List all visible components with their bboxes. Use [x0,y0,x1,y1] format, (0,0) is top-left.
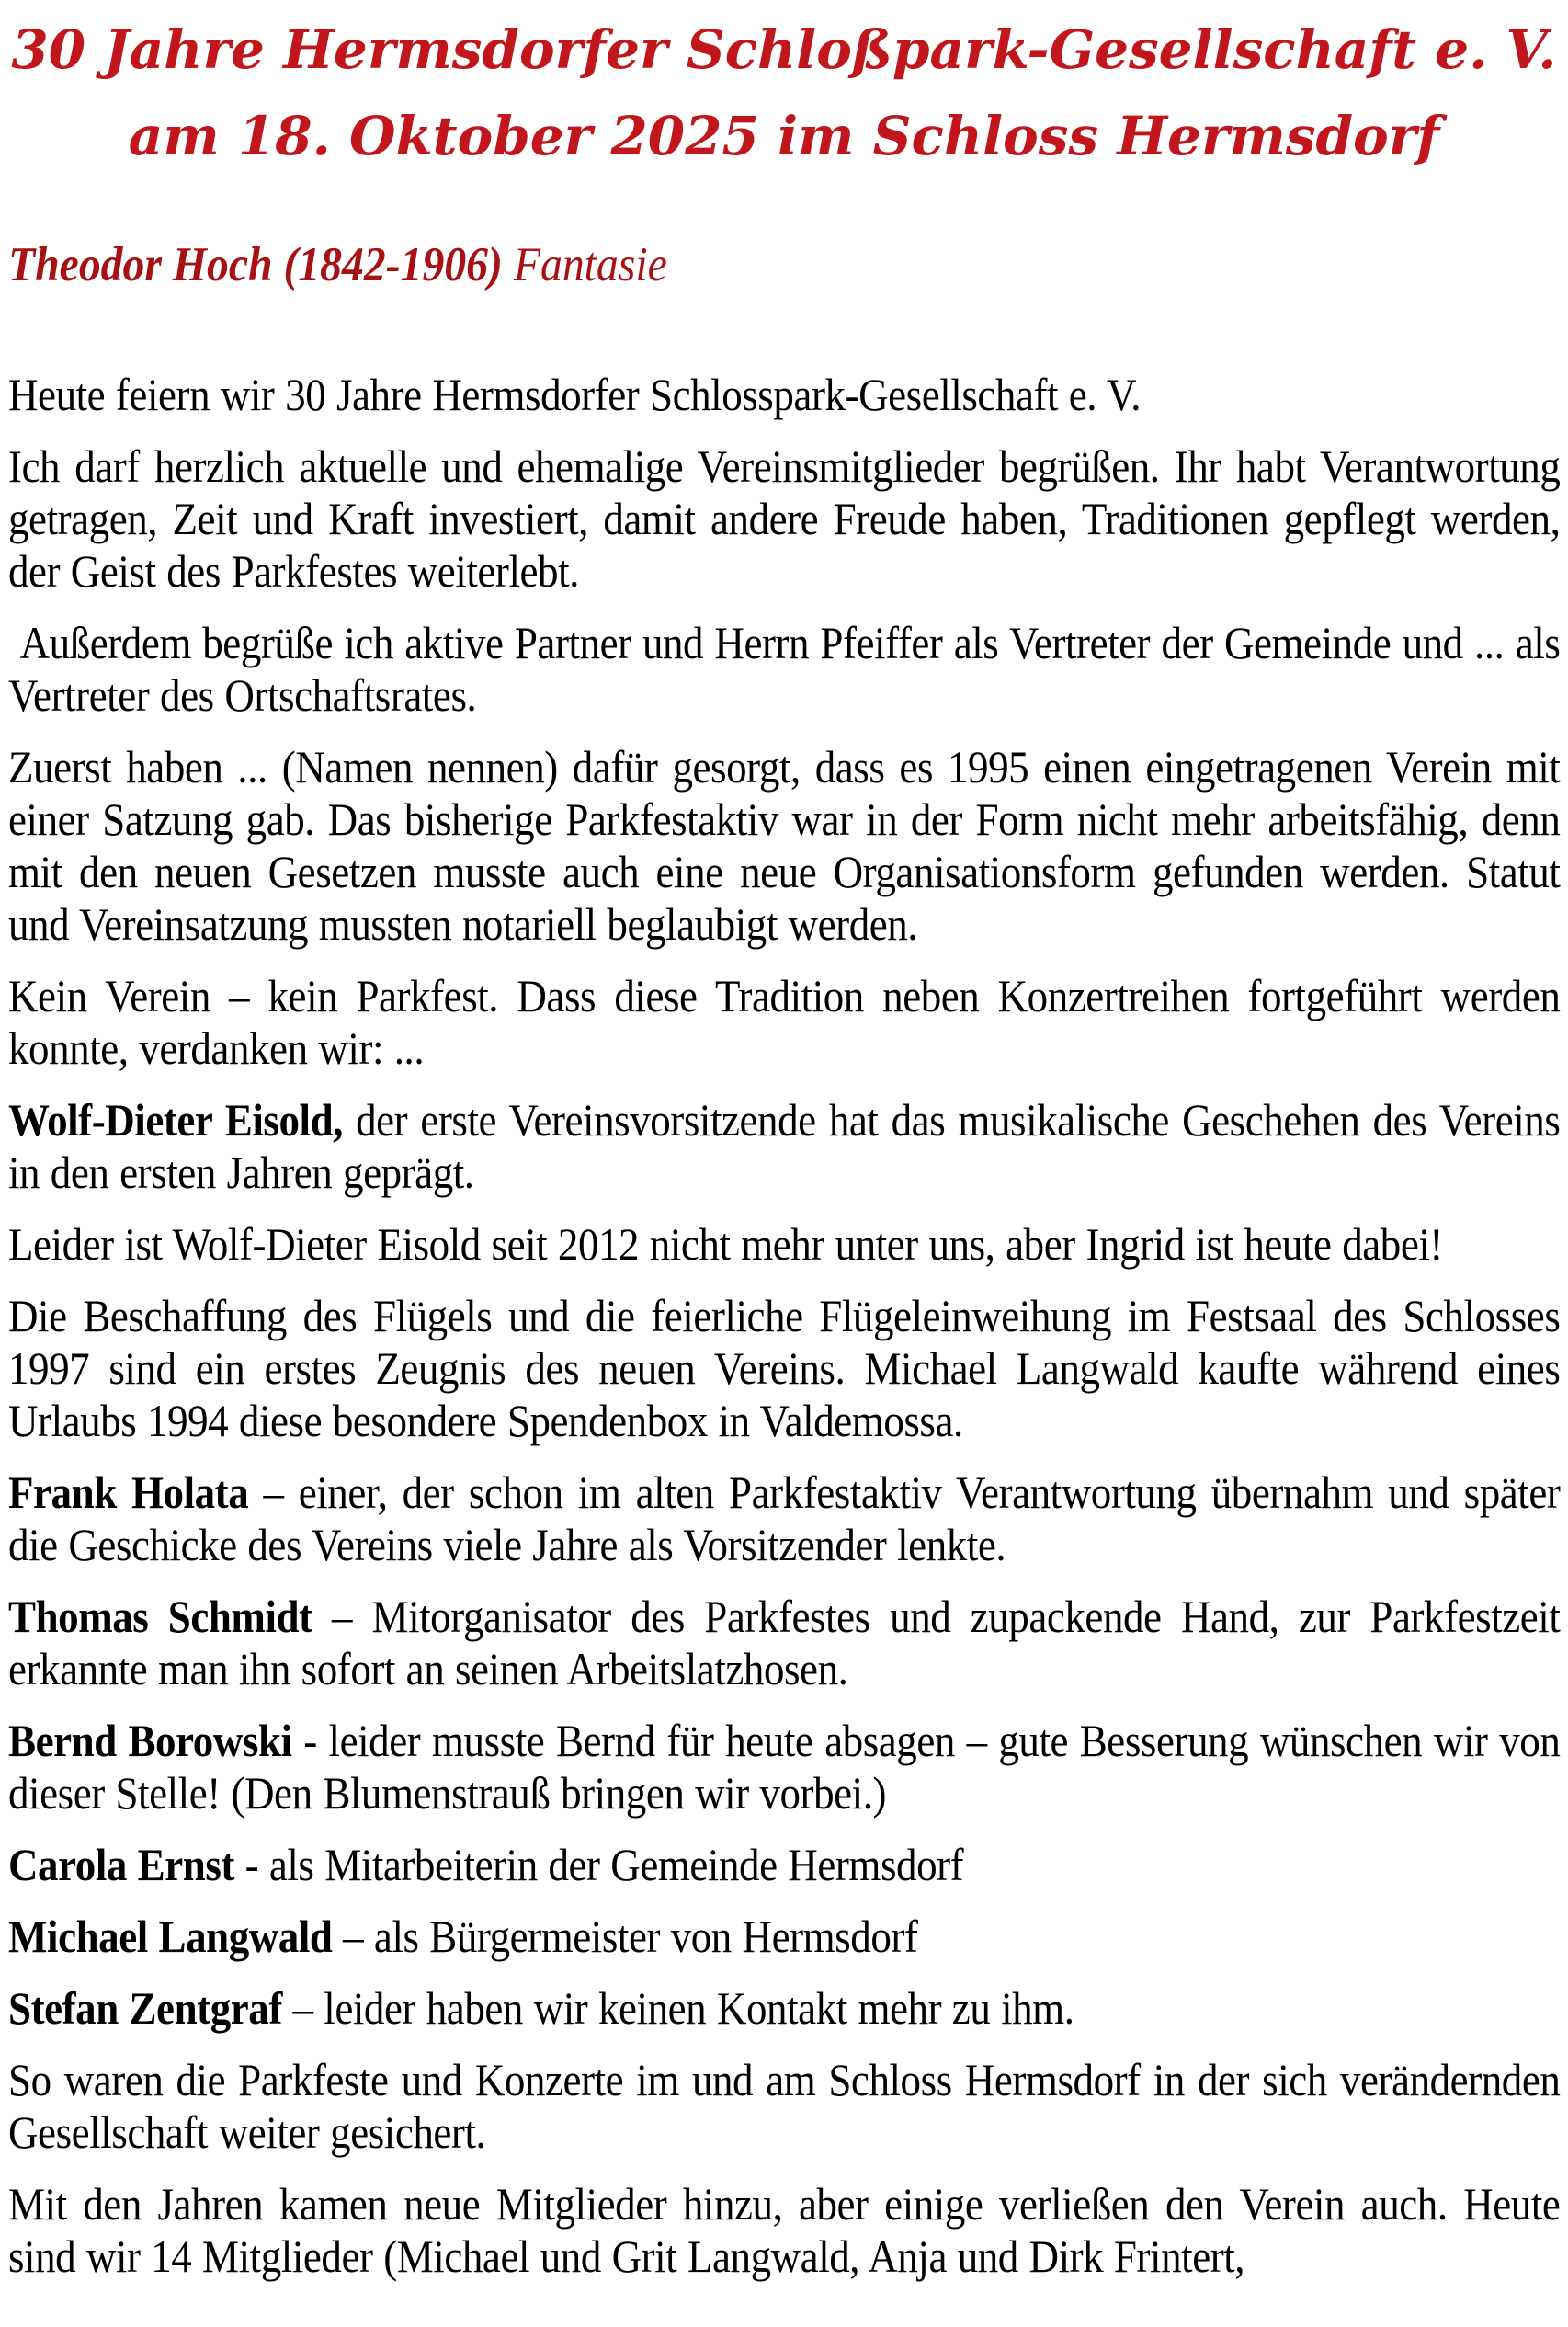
paragraph-text: - leider musste Bernd für heute absagen – gute Besserung wünschen wir von dieser Stelle! (Den Blumenstrauß bringen wir vorbei.) [8,1714,1561,1819]
paragraph [8,1094,1560,1199]
document-title [0,0,1568,180]
paragraph-text: Kein Verein – kein Parkfest. Dass diese Tradition neben Konzertreihen fortgeführt werden konnte, verdanken wir: ... [8,969,1561,1074]
person-name: Carola Ernst [8,1838,234,1890]
composer-line [8,237,1560,293]
paragraph-text: Mit den Jahren kamen neue Mitglieder hinzu, aber einige verließen den Verein auch. Heute sind wir 14 Mitglieder (Michael und Grit Langwald, Anja und Dirk Frintert, [8,2177,1561,2282]
paragraph [8,440,1560,598]
title-line-2: am 18. Oktober 2025 im Schloss Hermsdorf [128,104,1440,167]
paragraph [8,369,1560,421]
paragraph [8,1290,1560,1447]
paragraph [8,2178,1560,2283]
paragraph-text: - als Mitarbeiterin der Gemeinde Hermsdorf [233,1838,964,1890]
paragraph [8,1715,1560,1819]
paragraph [8,741,1560,951]
person-name: Thomas Schmidt [8,1590,312,1642]
paragraph-text: So waren die Parkfeste und Konzerte im und am Schloss Hermsdorf in der sich verändernden Gesellschaft weiter gesichert. [8,2053,1561,2158]
paragraph-text: Ich darf herzlich aktuelle und ehemalige Vereinsmitglieder begrüßen. Ihr habt Verantwortung getragen, Zeit und Kraft investiert, damit andere Freude haben, Traditionen gepflegt werden, der Geist des Parkfestes weiterlebt. [8,439,1561,597]
person-name: Stefan Zentgraf [8,1981,282,2034]
person-name: Frank Holata [8,1466,249,1518]
paragraph-text: Leider ist Wolf-Dieter Eisold seit 2012 nicht mehr unter uns, aber Ingrid ist heute dabei! [8,1217,1443,1270]
paragraph-text: – als Bürgermeister von Hermsdorf [332,1910,918,1962]
paragraph-text: – Mitorganisator des Parkfestes und zupackende Hand, zur Parkfestzeit erkannte man ihn sofort an seinen Arbeitslatzhosen. [8,1590,1561,1694]
title-line-1: 30 Jahre Hermsdorfer Schloßpark-Gesellschaft e. V. [11,18,1557,81]
paragraph-text: Zuerst haben ... (Namen nennen) dafür gesorgt, dass es 1995 einen eingetragenen Verein mit einer Satzung gab. Das bisherige Parkfestaktiv war in der Form nicht mehr arbeitsfähig, denn mit den neuen Gesetzen musste auch eine neue Organisationsform gefunden werden. Statut und Vereinsatzung mussten notariell beglaubigt werden. [8,740,1561,950]
paragraph [8,1591,1560,1695]
paragraph [8,1218,1560,1271]
person-name: Wolf-Dieter Eisold, [8,1093,343,1146]
paragraph-text: – einer, der schon im alten Parkfestaktiv Verantwortung übernahm und später die Geschicke des Vereins viele Jahre als Vorsitzender lenkte. [8,1466,1561,1570]
paragraph [8,1982,1560,2035]
paragraph-text: Außerdem begrüße ich aktive Partner und Herrn Pfeiffer als Vertreter der Gemeinde und ... als Vertreter des Ortschaftsrates. [8,616,1561,721]
paragraph [8,1911,1560,1963]
person-name: Bernd Borowski [8,1714,292,1766]
work-title: Fantasie [502,237,667,291]
paragraph [8,617,1560,722]
paragraph [8,970,1560,1075]
text-column [0,237,1568,2283]
paragraph-text: – leider haben wir keinen Kontakt mehr zu ihm. [281,1981,1074,2034]
composer-name: Theodor Hoch (1842-1906) [8,237,503,291]
paragraph-text: Heute feiern wir 30 Jahre Hermsdorfer Schlosspark-Gesellschaft e. V. [8,368,1142,420]
person-name: Michael Langwald [8,1910,333,1962]
paragraph [8,1839,1560,1891]
paragraph-text: Die Beschaffung des Flügels und die feierliche Flügeleinweihung im Festsaal des Schlosses 1997 sind ein erstes Zeugnis des neuen Vereins. Michael Langwald kaufte während eines Urlaubs 1994 diese besondere Spendenbox in Valdemossa. [8,1289,1561,1446]
paragraph-text: der erste Vereinsvorsitzende hat das musikalische Geschehen des Vereins in den ersten Jahren geprägt. [8,1093,1561,1198]
speech-body [8,369,1560,2283]
paragraph [8,2054,1560,2159]
paragraph [8,1466,1560,1571]
